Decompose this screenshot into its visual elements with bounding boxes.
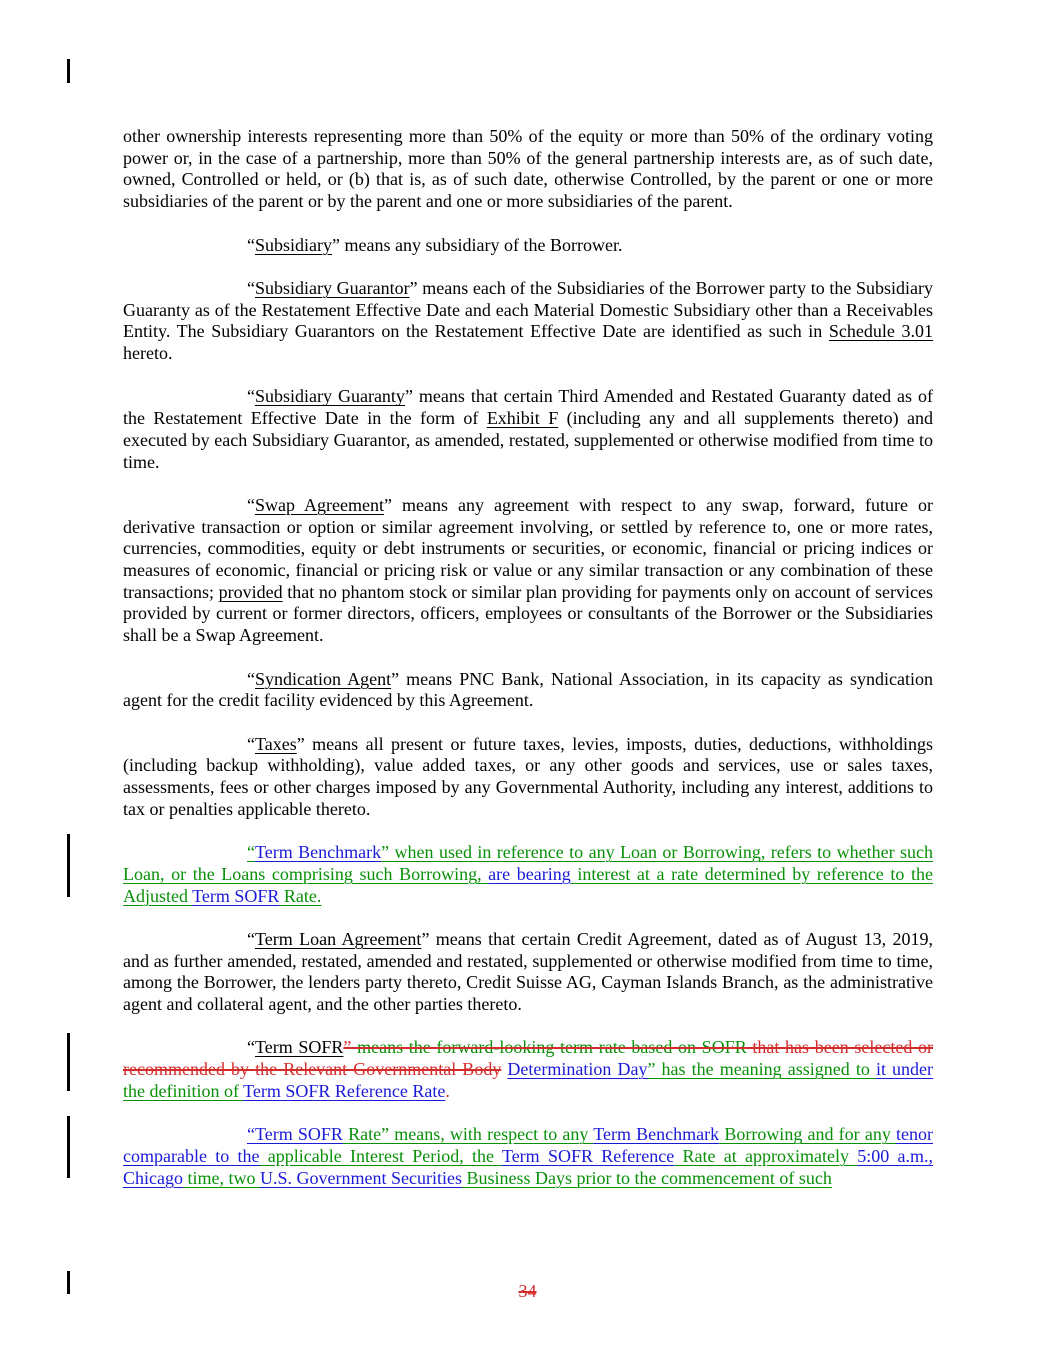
text-run: Subsidiary Guarantor <box>255 277 410 298</box>
text-run: ” <box>343 1037 352 1058</box>
text-run: it under <box>875 1059 934 1080</box>
text-run: ” means that certain Credit Agreement, dated as of August 13, 2019, and as further amended, restated, amended and restated, supplemented or otherwise modified from time to time, among the Borrower, the lenders party thereto, Credit Suisse AG, Cayman Islands Branch, as the administrative agent and collateral agent, and the other parties thereto. <box>123 928 933 1014</box>
text-run: ” has the meaning assigned to <box>647 1059 876 1080</box>
text-run: applicable Interest Period, the <box>259 1145 502 1166</box>
text-run: “ <box>247 842 255 863</box>
text-run: . <box>445 1080 450 1101</box>
text-run: Rate” means, with respect to any <box>342 1124 594 1145</box>
text-run: Rate at approximately <box>674 1145 858 1166</box>
text-run: “ <box>247 928 255 949</box>
text-run: “ <box>247 668 255 689</box>
definition-subsidiary-guaranty <box>123 386 933 473</box>
text-run: Swap Agreement <box>255 494 384 515</box>
text-run: provided <box>218 581 283 602</box>
text-run: that has been selected or recommended by the Relevant Governmental Body <box>123 1037 933 1080</box>
revision-change-bar <box>67 59 70 83</box>
text-run: U.S. Government Securities <box>260 1167 462 1188</box>
text-run: Term Benchmark <box>255 842 382 863</box>
text-run: Exhibit F <box>486 408 559 429</box>
text-run: that no phantom stock or similar plan providing for payments only on account of services provided by current or former directors, officers, employees or consultants of the Borrower or the Subsidiaries shall be a Swap Agreement. <box>123 581 933 646</box>
text-run: tenor comparable to the <box>123 1124 933 1166</box>
revision-change-bar <box>67 1033 70 1091</box>
definition-subsidiary <box>123 235 933 257</box>
text-run: Term SOFR Reference <box>501 1145 675 1166</box>
text-run: ” when used in reference to any Loan or Borrowing, refers to whether such Loan, or the Loans comprising such Borrowing, <box>123 842 933 884</box>
text-run: “ <box>247 386 255 407</box>
text-run: Term Loan Agreement <box>255 928 422 949</box>
revision-change-bar <box>67 834 70 897</box>
text-run: ” means all present or future taxes, levies, imposts, duties, deductions, withholdings (including backup withholding), value added taxes, or any other goods and services, use or sales taxes, assessments, fees or other charges imposed by any Governmental Authority, including any interest, additions to tax or penalties applicable thereto. <box>123 733 933 819</box>
text-run: (including any and all supplements thereto) and executed by each Subsidiary Guarantor, as amended, restated, supplemented or otherwise modified from time to time. <box>123 408 933 472</box>
text-run: “ <box>247 277 255 298</box>
text-run: ” means each of the Subsidiaries of the Borrower party to the Subsidiary Guaranty as of the Restatement Effective Date and each Material Domestic Subsidiary other than a Receivables Entity. The Subsidiary Guarantors on the Restatement Effective Date are identified as such in <box>123 277 934 342</box>
text-run: “ <box>247 234 255 255</box>
text-run: Term SOFR <box>255 1037 344 1058</box>
text-run: Syndication Agent <box>255 668 392 689</box>
text-run: “Term SOFR <box>247 1124 343 1145</box>
text-run: Subsidiary <box>255 234 333 255</box>
page-number: 34 <box>518 1281 537 1301</box>
paragraph-ownership-interests-continuation <box>123 126 933 213</box>
text-run: Determination Day <box>507 1059 648 1080</box>
text-run: Rate. <box>279 885 322 906</box>
text-run: interest at a rate determined by reference to the Adjusted <box>123 863 933 906</box>
text-run: ” means any agreement with respect to any swap, forward, future or derivative transaction or option or similar agreement involving, or settled by reference to, one or more rates, currencies, commodities, equity or debt instruments or securities, or economic, financial or pricing indices or measures of economic, financial or pricing risk or value or any similar transaction or any combination of these transactions; <box>123 494 934 602</box>
definition-term-loan-agreement <box>123 929 933 1016</box>
text-run: Term Benchmark <box>593 1124 720 1145</box>
text-run: Term SOFR Reference Rate <box>243 1080 446 1101</box>
text-run: Borrowing and for any <box>719 1124 896 1145</box>
document-body <box>123 126 933 1211</box>
text-run: “ <box>247 494 255 515</box>
text-run: Schedule 3.01 <box>828 321 934 342</box>
definition-term-sofr-rate-inserted <box>123 1124 933 1189</box>
text-run: 5:00 a.m., Chicago <box>123 1145 933 1188</box>
text-run: ” means PNC Bank, National Association, in its capacity as syndication agent for the credit facility evidenced by this Agreement. <box>123 668 933 711</box>
text-run: means the forward-looking term rate based on SOFR <box>351 1037 747 1058</box>
definition-term-benchmark-inserted <box>123 842 933 907</box>
definition-swap-agreement <box>123 495 933 647</box>
text-run: Taxes <box>255 733 297 754</box>
text-run: time, two <box>183 1167 260 1188</box>
text-run: Subsidiary Guaranty <box>255 386 405 407</box>
text-run: ” means that certain Third Amended and Restated Guaranty dated as of the Restatement Effective Date in the form of <box>123 386 933 429</box>
definition-term-sofr-redlined <box>123 1037 933 1102</box>
definition-syndication-agent <box>123 669 933 712</box>
text-run: Term SOFR <box>192 885 280 906</box>
revision-change-bar <box>67 1271 70 1294</box>
text-run: are bearing <box>488 863 571 884</box>
text-run: Business Days prior to the commencement of such <box>461 1167 832 1188</box>
text-run: ” means any subsidiary of the Borrower. <box>332 234 623 255</box>
text-run: the definition of <box>123 1080 244 1101</box>
text-run: “ <box>247 733 255 754</box>
text-run: “ <box>247 1037 255 1058</box>
definition-taxes <box>123 734 933 821</box>
revision-change-bar <box>67 1116 70 1178</box>
text-run: other ownership interests representing more than 50% of the equity or more than 50% of the ordinary voting power or, in the case of a partnership, more than 50% of the general partnership interests are, as of such date, owned, Controlled or held, or (b) that is, as of such date, otherwise Controlled, by the parent or one or more subsidiaries of the parent or by the parent and one or more subsidiaries of the parent. <box>123 126 933 212</box>
definition-subsidiary-guarantor <box>123 278 933 365</box>
text-run: hereto. <box>123 343 173 363</box>
